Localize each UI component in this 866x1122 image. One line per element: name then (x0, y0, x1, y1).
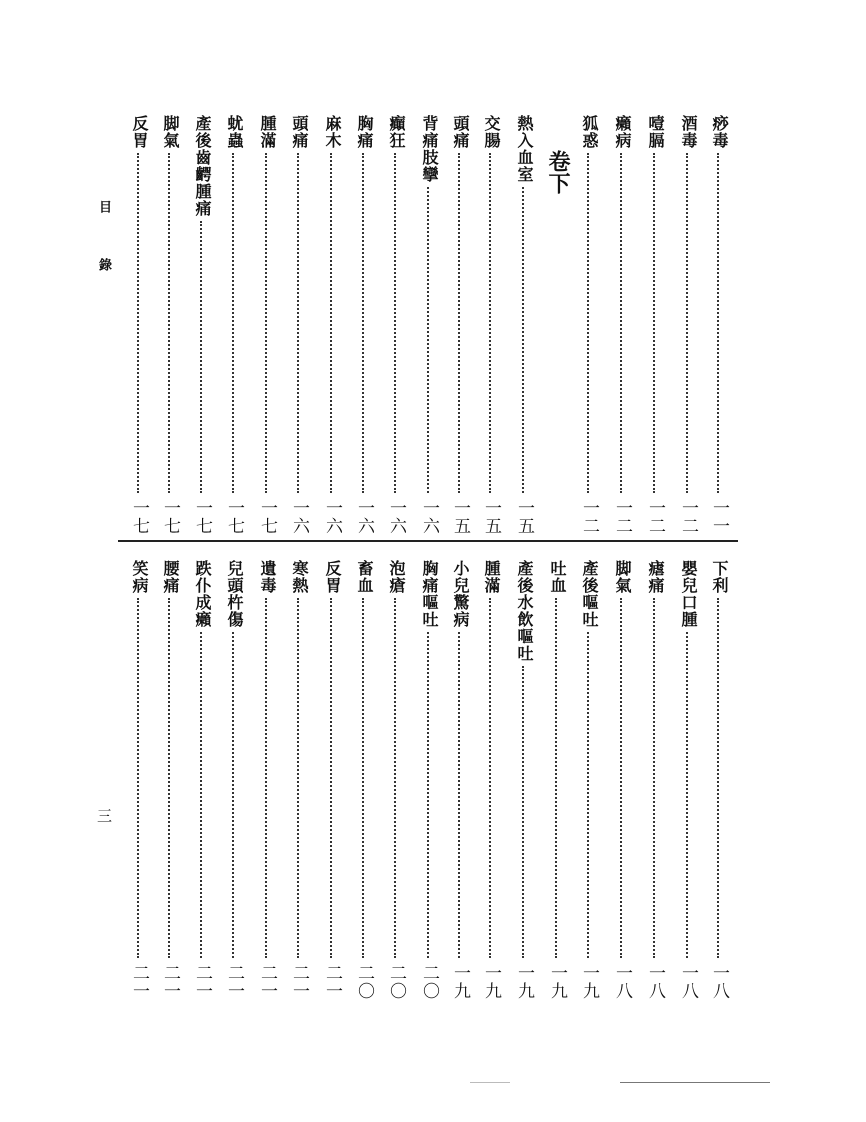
upper-entry (707, 115, 731, 535)
entry-page-number: 一二 (612, 499, 632, 535)
upper-entry (287, 115, 311, 535)
dot-leader (232, 153, 234, 493)
entry-title: 蚘蟲 (225, 115, 244, 149)
entry-title: 畜血 (355, 560, 374, 594)
section-divider (118, 540, 738, 542)
lower-entry (190, 560, 214, 1000)
entry-page-number: 一九 (579, 964, 599, 1000)
upper-entry (512, 115, 536, 535)
dot-leader (394, 598, 396, 958)
entry-page-number: 二一 (289, 964, 309, 1000)
entry-page-number: 二一 (224, 964, 244, 1000)
entry-page-number: 二〇 (386, 964, 406, 1000)
dot-leader (330, 598, 332, 958)
dot-leader (200, 221, 202, 493)
dot-leader (330, 153, 332, 493)
entry-page-number: 一二 (645, 499, 665, 535)
page-number: 三 (95, 808, 113, 823)
entry-title: 狐惑 (580, 115, 599, 149)
dot-leader (620, 153, 622, 493)
upper-entry (158, 115, 182, 535)
scan-mark (470, 1082, 510, 1083)
dot-leader (394, 153, 396, 493)
entry-page-number: 一五 (450, 499, 470, 535)
dot-leader (427, 187, 429, 493)
entry-title: 腫滿 (482, 560, 501, 594)
entry-title: 反胃 (323, 560, 342, 594)
dot-leader (265, 153, 267, 493)
entry-page-number: 一八 (645, 964, 665, 1000)
lower-entry (545, 560, 569, 1000)
entry-title: 頭痛 (451, 115, 470, 149)
section-heading: 卷下 (545, 150, 571, 194)
entry-title: 腫滿 (258, 115, 277, 149)
entry-title: 脚氣 (161, 115, 180, 149)
entry-title: 癩病 (613, 115, 632, 149)
upper-entry (255, 115, 279, 535)
entry-page-number: 二一 (160, 964, 180, 1000)
upper-entry (320, 115, 344, 535)
dot-leader (427, 632, 429, 958)
lower-entry (222, 560, 246, 1000)
entry-page-number: 一二 (579, 499, 599, 535)
entry-page-number: 一二 (678, 499, 698, 535)
entry-page-number: 二〇 (354, 964, 374, 1000)
dot-leader (265, 598, 267, 958)
lower-entry (610, 560, 634, 1000)
lower-entry (352, 560, 376, 1000)
dot-leader (458, 153, 460, 493)
entry-title: 產後水飲嘔吐 (515, 560, 534, 662)
entry-title: 酒毒 (679, 115, 698, 149)
lower-entry (417, 560, 441, 1000)
entry-title: 頭痛 (290, 115, 309, 149)
entry-page-number: 一七 (224, 499, 244, 535)
entry-title: 下利 (710, 560, 729, 594)
entry-title: 笑病 (130, 560, 149, 594)
entry-page-number: 一八 (678, 964, 698, 1000)
lower-entry (127, 560, 151, 1000)
lower-entry (287, 560, 311, 1000)
entry-page-number: 一六 (322, 499, 342, 535)
entry-title: 噎膈 (646, 115, 665, 149)
lower-entry (158, 560, 182, 1000)
entry-title: 交腸 (482, 115, 501, 149)
dot-leader (686, 632, 688, 958)
lower-entry (255, 560, 279, 1000)
entry-page-number: 一九 (450, 964, 470, 1000)
dot-leader (232, 632, 234, 958)
entry-title: 脚氣 (613, 560, 632, 594)
dot-leader (168, 598, 170, 958)
dot-leader (489, 598, 491, 958)
entry-page-number: 一九 (514, 964, 534, 1000)
lower-entry (384, 560, 408, 1000)
entry-page-number: 二一 (129, 964, 149, 1000)
dot-leader (555, 598, 557, 958)
dot-leader (489, 153, 491, 493)
lower-entry (577, 560, 601, 1000)
entry-title: 瘧痛 (646, 560, 665, 594)
entry-title: 嬰兒口腫 (679, 560, 698, 628)
upper-entry (352, 115, 376, 535)
dot-leader (137, 598, 139, 958)
entry-title: 熱入血室 (515, 115, 534, 183)
dot-leader (653, 153, 655, 493)
entry-page-number: 一六 (289, 499, 309, 535)
upper-entry (577, 115, 601, 535)
entry-title: 兒頭杵傷 (225, 560, 244, 628)
entry-title: 遺毒 (258, 560, 277, 594)
entry-title: 痧毒 (710, 115, 729, 149)
entry-page-number: 一七 (160, 499, 180, 535)
upper-entry (127, 115, 151, 535)
entry-page-number: 一五 (514, 499, 534, 535)
entry-page-number: 一五 (481, 499, 501, 535)
entry-title: 麻木 (323, 115, 342, 149)
entry-page-number: 一六 (386, 499, 406, 535)
dot-leader (522, 187, 524, 493)
lower-entry (448, 560, 472, 1000)
dot-leader (653, 598, 655, 958)
upper-entry (676, 115, 700, 535)
entry-page-number: 一九 (481, 964, 501, 1000)
entry-title: 背痛肢攣 (420, 115, 439, 183)
lower-entry (707, 560, 731, 1000)
entry-page-number: 一七 (192, 499, 212, 535)
upper-entry (643, 115, 667, 535)
upper-entry (222, 115, 246, 535)
lower-entry (512, 560, 536, 1000)
entry-title: 小兒驚病 (451, 560, 470, 628)
upper-entry (190, 115, 214, 535)
dot-leader (297, 598, 299, 958)
entry-title: 反胃 (130, 115, 149, 149)
lower-entry (479, 560, 503, 1000)
dot-leader (200, 632, 202, 958)
entry-title: 胸痛 (355, 115, 374, 149)
entry-page-number: 一八 (612, 964, 632, 1000)
entry-title: 產後齒齶腫痛 (193, 115, 212, 217)
entry-title: 產後嘔吐 (580, 560, 599, 628)
margin-section-label: 目 (96, 200, 111, 213)
lower-entry (320, 560, 344, 1000)
entry-page-number: 一七 (257, 499, 277, 535)
lower-entry (676, 560, 700, 1000)
entry-page-number: 一九 (547, 964, 567, 1000)
entry-page-number: 一六 (354, 499, 374, 535)
dot-leader (587, 632, 589, 958)
entry-page-number: 二一 (192, 964, 212, 1000)
entry-title: 吐血 (548, 560, 567, 594)
entry-title: 腰痛 (161, 560, 180, 594)
entry-page-number: 二一 (257, 964, 277, 1000)
dot-leader (522, 666, 524, 958)
dot-leader (717, 153, 719, 493)
entry-title: 泡瘡 (387, 560, 406, 594)
upper-entry (417, 115, 441, 535)
entry-page-number: 一六 (419, 499, 439, 535)
upper-entry (448, 115, 472, 535)
entry-title: 胸痛嘔吐 (420, 560, 439, 628)
upper-entry (610, 115, 634, 535)
entry-page-number: 二〇 (419, 964, 439, 1000)
dot-leader (717, 598, 719, 958)
dot-leader (587, 153, 589, 493)
entry-title: 寒熱 (290, 560, 309, 594)
lower-entry (643, 560, 667, 1000)
dot-leader (137, 153, 139, 493)
dot-leader (362, 153, 364, 493)
upper-entry (384, 115, 408, 535)
upper-entry (479, 115, 503, 535)
entry-title: 癲狂 (387, 115, 406, 149)
entry-page-number: 一八 (709, 964, 729, 1000)
dot-leader (686, 153, 688, 493)
margin-contents-label: 錄 (96, 258, 111, 271)
dot-leader (620, 598, 622, 958)
scan-mark (620, 1082, 770, 1083)
entry-page-number: 一七 (129, 499, 149, 535)
entry-page-number: 一一 (709, 499, 729, 535)
dot-leader (458, 632, 460, 958)
dot-leader (168, 153, 170, 493)
entry-title: 跌仆成癩 (193, 560, 212, 628)
dot-leader (362, 598, 364, 958)
dot-leader (297, 153, 299, 493)
entry-page-number: 二一 (322, 964, 342, 1000)
